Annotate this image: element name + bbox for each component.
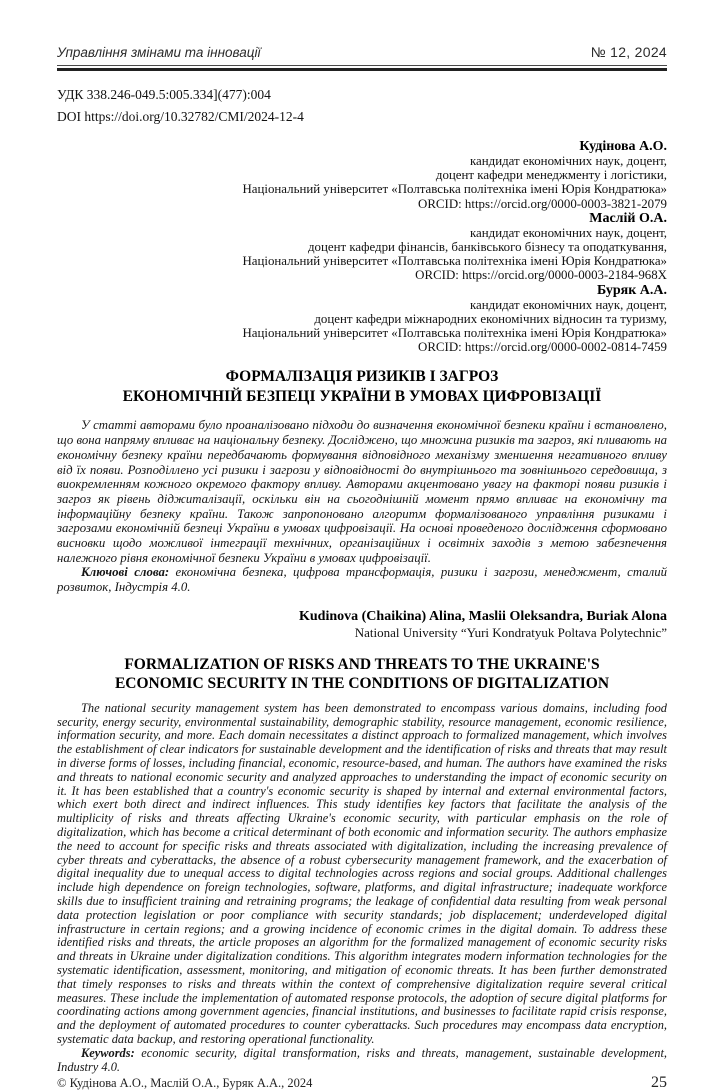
authors-ua-block	[57, 139, 667, 354]
authors-en-affiliation: National University “Yuri Kondratyuk Poltava Polytechnic”	[354, 624, 667, 640]
keywords-en	[57, 1047, 667, 1075]
author-block	[57, 211, 667, 283]
author-degree-line: кандидат економічних наук, доцент,	[469, 225, 667, 240]
article-title-en-line2: ECONOMIC SECURITY IN THE CONDITIONS OF DIGITALIZATION	[114, 675, 610, 693]
article-title-ua-line1: ФОРМАЛІЗАЦІЯ РИЗИКІВ І ЗАГРОЗ	[225, 368, 499, 386]
keywords-en-text: economic security, digital transformation, risks and threats, management, sustainable development, Industry 4.0.	[57, 1045, 667, 1074]
header-rule-thin	[57, 65, 667, 66]
author-name: Маслій О.А.	[589, 210, 667, 226]
author-affiliation-line: Національний університет «Полтавська політехніка імені Юрія Кондратюка»	[242, 326, 667, 341]
authors-en-block	[57, 609, 667, 640]
keywords-ua	[57, 565, 667, 594]
author-affiliation-line: Національний університет «Полтавська політехніка імені Юрія Кондратюка»	[242, 254, 667, 269]
abstract-en	[57, 702, 667, 1075]
abstract-en-text: The national security management system has been demonstrated to encompass various domains, including food security, energy security, environmental sustainability, demographic stability, resource management, economic resilience, information security, and more. Each domain necessitates a distinct approach to formalized management, which involves the establishment of clear indicators for sustainable development and the identification of risks and threats that may result in diverse forms of losses, including financial, economic, resource-based, and human. The authors have examined the risks and threats to national economic security and analyzed approaches to understanding the impact of economic security on it. It has been established that a country's economic security is shaped by internal and external environmental factors, which exert both direct and indirect influences. This study identifies key factors that facilitate the analysis of the multiplicity of risks and threats affecting Ukraine's economic security, with particular emphasis on the role of digitalization, which has become a critical determinant of both economic and information security. The authors emphasize the need to account for specific risks and threats associated with digitalization, including the increasing prevalence of cyber threats and cyberattacks, the absence of a robust cybersecurity management framework, and the exacerbation of digital inequality due to unequal access to digital technologies across regions and social groups. Additional challenges include high dependence on foreign technologies, software, platforms, and digital infrastructure; inadequate workforce skills due to insufficient training and retraining programs; the leakage of confidential data resulting from weak personal data protection legislation or poor compliance with security standards; job displacement; underdeveloped digital infrastructure in certain regions; and a growing incidence of economic crimes in the digital domain. To address these identified risks and threats, the article proposes an algorithm for the formalized management of economic security risks and threats in Ukraine under digitalization conditions. This algorithm integrates modern information technologies for the systematic identification, assessment, monitoring, and mitigation of economic threats. It has been further demonstrated that timely responses to risks and threats within the context of comprehensive digitalization require several critical measures. These include the implementation of automated response protocols, the adoption of secure digital platforms for coordinating actions among government agencies, financial institutions, and businesses to facilitate rapid crisis response, and the deployment of automated procedures to counter cyberattacks. Such procedures may encompass data encryption, systematic data backup, and restoring operational functionality.	[57, 700, 667, 1046]
article-title-ua-line2: ЕКОНОМІЧНІЙ БЕЗПЕЦІ УКРАЇНИ В УМОВАХ ЦИФРОВІЗАЦІЇ	[122, 387, 602, 405]
copyright-notice: © Кудінова А.О., Маслій О.А., Буряк А.А., 2024	[57, 1076, 313, 1091]
author-position-line: доцент кафедри фінансів, банківського бізнесу та оподаткування,	[307, 240, 667, 255]
author-name: Кудінова А.О.	[579, 139, 667, 154]
article-title-ua	[57, 367, 667, 406]
page-header	[57, 44, 667, 71]
keywords-ua-label: Ключові слова:	[81, 565, 170, 580]
issue-number: № 12, 2024	[590, 44, 667, 60]
author-name: Буряк А.А.	[596, 282, 667, 298]
author-position-line: доцент кафедри міжнародних економічних відносин та туризму,	[314, 311, 667, 326]
article-title-en-line1: FORMALIZATION OF RISKS AND THREATS TO THE UKRAINE'S	[124, 655, 600, 673]
page-number: 25	[651, 1074, 667, 1092]
udc-line: УДК 338.246-049.5:005.334](477):004	[57, 87, 271, 102]
page-footer	[57, 1074, 667, 1092]
header-rule-thick	[57, 68, 667, 71]
author-orcid-line: ORCID: https://orcid.org/0000-0003-3821-2079	[418, 196, 667, 211]
author-position-line: доцент кафедри менеджменту і логістики,	[435, 168, 667, 183]
abstract-ua	[57, 418, 667, 594]
abstract-ua-text: У статті авторами було проаналізовано підходи до визначення економічної безпеки країни і встановлено, що вона напряму впливає на національну безпеку. Досліджено, що множина ризиків та загроз, які пливають на економічну безпеку країни передбачають формування відповідного механізму зменшення негативного впливу від їх появи. Розподіллено усі ризики і загрози у відповідності до внутрішнього та зовнішнього середовища, з виокремленням кожного окремого фактору впливу. Авторами акцентовано увагу на факторі появи ризиків і загроз як рівень діджиталізації, оскільки він на сьогоднішній момент прямо впливає на економічну та інформаційну безпеку країни. Також запропоновано алгоритм формалізованого управління ризиками і загрозами економічній безпеці України в умовах цифровізації. На основі проведеного дослідження сформовано висновки щодо можливої інтеграції технічних, організаційних і освітніх заходів з метою забезпечення належного рівня економічної безпеки України в умовах цифровізації.	[57, 418, 667, 565]
author-orcid-line: ORCID: https://orcid.org/0000-0002-0814-7459	[418, 340, 667, 355]
keywords-en-label: Keywords:	[81, 1045, 135, 1060]
doi-line: DOI https://doi.org/10.32782/CMI/2024-12-4	[57, 109, 304, 124]
journal-title: Управління змінами та інновації	[57, 45, 261, 60]
author-affiliation-line: Національний університет «Полтавська політехніка імені Юрія Кондратюка»	[242, 182, 667, 197]
author-degree-line: кандидат економічних наук, доцент,	[469, 297, 667, 312]
author-block	[57, 283, 667, 355]
author-degree-line: кандидат економічних наук, доцент,	[469, 154, 667, 168]
keywords-ua-text: економічна безпека, цифрова трансформація, ризики і загрози, менеджмент, сталий розвиток, Індустрія 4.0.	[57, 565, 667, 595]
authors-en-names: Kudinova (Chaikina) Alina, Maslii Oleksandra, Buriak Alona	[299, 608, 667, 624]
article-meta	[57, 84, 667, 128]
author-orcid-line: ORCID: https://orcid.org/0000-0003-2184-968X	[415, 268, 667, 283]
author-block	[57, 139, 667, 211]
article-title-en	[57, 655, 667, 694]
